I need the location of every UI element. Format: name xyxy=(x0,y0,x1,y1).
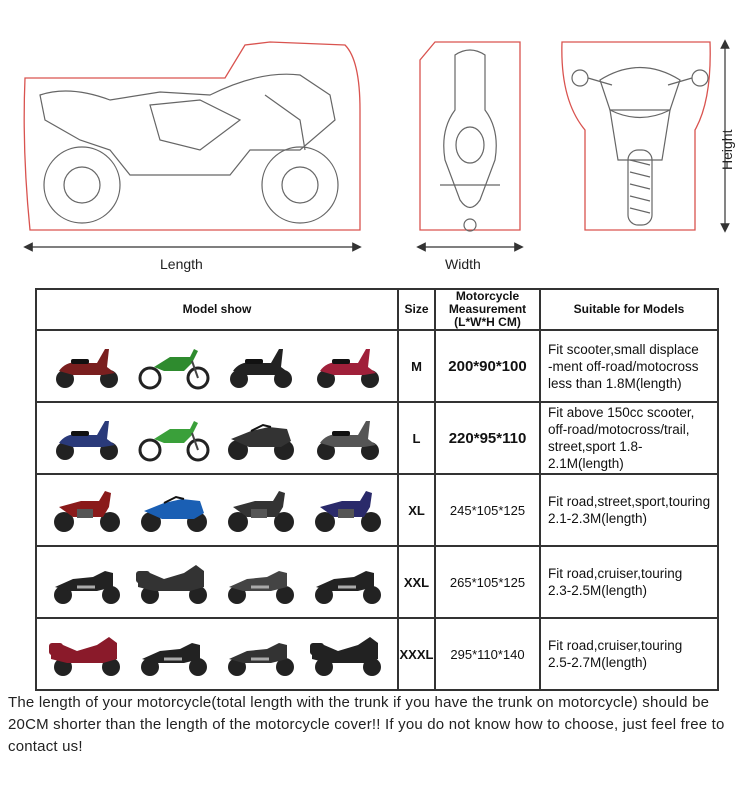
suitable-models-line: Fit above 150cc scooter, xyxy=(548,405,695,420)
suitable-models-line: Fit road,cruiser,touring xyxy=(548,566,683,581)
suitable-models-line: less than 1.8M(length) xyxy=(548,375,682,391)
suitable-models-line: -ment off-road/motocross xyxy=(548,358,699,374)
suitable-models-line: Fit scooter,small displace xyxy=(548,341,699,357)
measurement-cell: 220*95*110 xyxy=(435,402,540,474)
header-size: Size xyxy=(398,289,435,330)
size-chart-table xyxy=(35,288,719,691)
sport-bike-icon xyxy=(221,413,301,463)
suitable-models-line: 2.1-2.3M(length) xyxy=(548,511,648,526)
height-label: Height xyxy=(719,129,735,170)
touring-bike-icon xyxy=(308,629,388,679)
suitable-models-line: 2.3-2.5M(length) xyxy=(548,583,648,598)
suitable-models-line: Fit road,street,sport,touring xyxy=(548,494,711,509)
suitable-models-cell xyxy=(540,618,718,690)
size-cell: L xyxy=(398,402,435,474)
measurement-cell: 200*90*100 xyxy=(435,330,540,402)
dirt-bike-icon xyxy=(134,413,214,463)
sport-bike-icon xyxy=(134,485,214,535)
dirt-bike-icon xyxy=(134,341,214,391)
table-row xyxy=(36,474,718,546)
motorcycle-image-group xyxy=(37,403,397,473)
suitable-models-cell xyxy=(540,402,718,474)
motorcycle-image-group xyxy=(37,331,397,401)
top-cover-outline xyxy=(420,42,520,230)
scooter-icon xyxy=(221,341,301,391)
table-row xyxy=(36,402,718,474)
table-header-row xyxy=(36,289,718,330)
measurement-cell: 245*105*125 xyxy=(435,474,540,546)
suitable-models-line: street,sport 1.8-2.1M(length) xyxy=(548,439,643,471)
cruiser-icon xyxy=(221,557,301,607)
model-images-cell xyxy=(36,474,398,546)
size-cell: XXXL xyxy=(398,618,435,690)
sizing-note: The length of your motorcycle(total length with the trunk if you have the trunk on motorcycle) should be 20CM shorter than the length of the motorcycle cover!! If you do not know how to choose, just feel free to contact us! xyxy=(8,694,725,755)
header-suitable-models: Suitable for Models xyxy=(540,289,718,330)
size-cell: M xyxy=(398,330,435,402)
size-cell: XL xyxy=(398,474,435,546)
front-view-motorcycle-icon xyxy=(572,68,708,226)
width-label: Width xyxy=(445,256,481,272)
adventure-bike-icon xyxy=(47,485,127,535)
model-images-cell xyxy=(36,618,398,690)
dimension-diagram-svg xyxy=(0,0,750,285)
suitable-models-line: off-road/motocross/trail, xyxy=(548,422,690,437)
model-images-cell xyxy=(36,330,398,402)
touring-bike-icon xyxy=(134,557,214,607)
adventure-bike-icon xyxy=(308,485,388,535)
header-model-show: Model show xyxy=(36,289,398,330)
motorcycle-image-group xyxy=(37,475,397,545)
maxi-scooter-icon xyxy=(308,413,388,463)
measurement-cell: 295*110*140 xyxy=(435,618,540,690)
maxi-scooter-icon xyxy=(47,413,127,463)
suitable-models-line: Fit road,cruiser,touring xyxy=(548,638,683,653)
model-images-cell xyxy=(36,402,398,474)
front-cover-outline xyxy=(562,42,710,230)
cruiser-icon xyxy=(134,629,214,679)
suitable-models-cell xyxy=(540,330,718,402)
measurement-cell: 265*105*125 xyxy=(435,546,540,618)
table-row xyxy=(36,618,718,690)
adventure-bike-icon xyxy=(221,485,301,535)
suitable-models-line: 2.5-2.7M(length) xyxy=(548,655,648,670)
size-cell: XXL xyxy=(398,546,435,618)
side-view-motorcycle-icon xyxy=(40,74,338,223)
cover-dimension-diagram xyxy=(0,0,750,285)
scooter-icon xyxy=(308,341,388,391)
motorcycle-image-group xyxy=(37,547,397,617)
length-label: Length xyxy=(160,256,203,272)
header-measurement: Motorcycle Measurement (L*W*H CM) xyxy=(435,289,540,330)
touring-bike-icon xyxy=(47,629,127,679)
model-images-cell xyxy=(36,546,398,618)
table-row xyxy=(36,546,718,618)
suitable-models-cell xyxy=(540,474,718,546)
top-view-motorcycle-icon xyxy=(440,50,500,231)
scooter-icon xyxy=(47,341,127,391)
cruiser-icon xyxy=(308,557,388,607)
suitable-models-cell xyxy=(540,546,718,618)
motorcycle-image-group xyxy=(37,619,397,689)
cruiser-icon xyxy=(47,557,127,607)
cruiser-icon xyxy=(221,629,301,679)
table-row xyxy=(36,330,718,402)
